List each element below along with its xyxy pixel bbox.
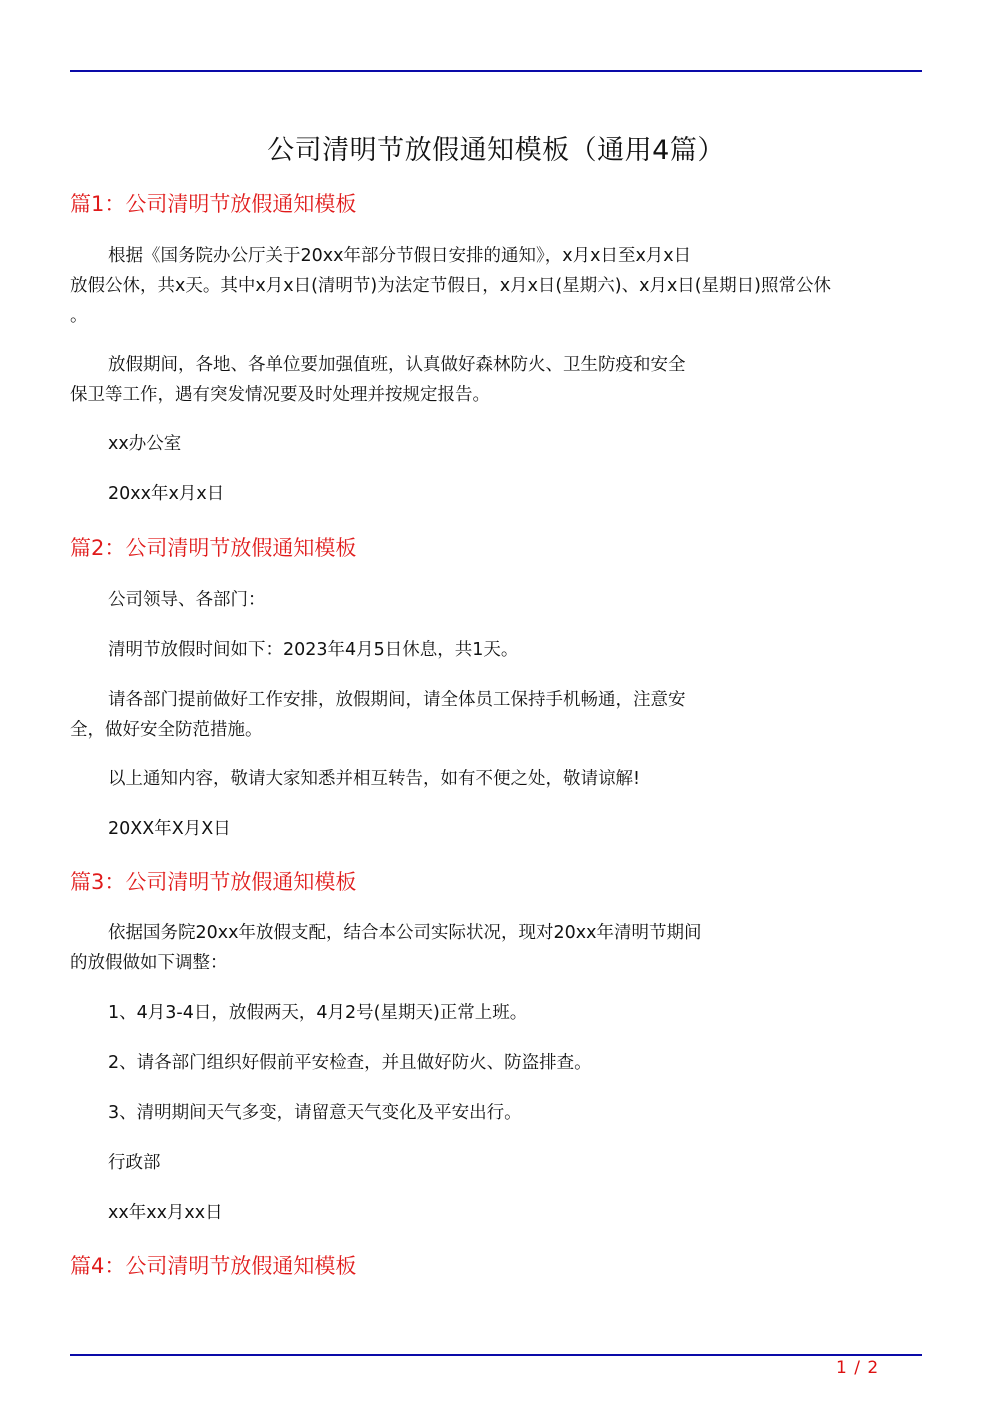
section-3-item-2: 2、请各部门组织好假前平安检查，并且做好防火、防盗排查。: [108, 1053, 592, 1073]
paragraph-line: 根据《国务院办公厅关于20xx年部分节假日安排的通知》，x月x日至x月x日: [108, 246, 692, 266]
section-3-signature: 行政部: [108, 1153, 161, 1173]
paragraph-line: 全，做好安全防范措施。: [70, 720, 263, 740]
paragraph-line: 保卫等工作，遇有突发情况要及时处理并按规定报告。: [70, 385, 490, 405]
section-1-paragraph-1: [70, 241, 922, 331]
section-3-paragraph-intro: [70, 918, 922, 978]
section-3-heading: 篇3：公司清明节放假通知模板: [70, 870, 357, 894]
section-4-heading: 篇4：公司清明节放假通知模板: [70, 1254, 357, 1278]
document-title: 公司清明节放假通知模板（通用4篇）: [267, 135, 725, 166]
section-2-date: 20XX年X月X日: [108, 819, 231, 839]
section-1-heading: 篇1：公司清明节放假通知模板: [70, 192, 357, 216]
section-2-salutation: 公司领导、各部门：: [108, 590, 266, 610]
page-number: 1 / 2: [836, 1358, 880, 1378]
section-1-paragraph-2: [70, 350, 922, 410]
section-2-paragraph-time: 清明节放假时间如下：2023年4月5日休息，共1天。: [108, 640, 519, 660]
section-3-item-3: 3、清明期间天气多变，请留意天气变化及平安出行。: [108, 1103, 522, 1123]
paragraph-line: 的放假做如下调整：: [70, 953, 228, 973]
paragraph-line: 放假公休，共x天。其中x月x日(清明节)为法定节假日，x月x日(星期六)、x月x日(星期日)照常公休: [70, 276, 831, 296]
section-3-item-1: 1、4月3-4日，放假两天，4月2号(星期天)正常上班。: [108, 1003, 528, 1023]
section-1-signature: xx办公室: [108, 434, 182, 454]
paragraph-line: 请各部门提前做好工作安排，放假期间，请全体员工保持手机畅通，注意安: [108, 690, 686, 710]
footer-rule: [70, 1354, 922, 1356]
section-2-paragraph-arrangement: [70, 685, 922, 745]
section-2-paragraph-notice: 以上通知内容，敬请大家知悉并相互转告，如有不便之处，敬请谅解!: [108, 769, 641, 789]
paragraph-line: 。: [70, 306, 88, 326]
header-rule: [70, 70, 922, 72]
paragraph-line: 依据国务院20xx年放假支配，结合本公司实际状况，现对20xx年清明节期间: [108, 923, 702, 943]
section-1-date: 20xx年x月x日: [108, 484, 225, 504]
section-3-date: xx年xx月xx日: [108, 1203, 223, 1223]
section-2-heading: 篇2：公司清明节放假通知模板: [70, 536, 357, 560]
paragraph-line: 放假期间，各地、各单位要加强值班，认真做好森林防火、卫生防疫和安全: [108, 355, 686, 375]
